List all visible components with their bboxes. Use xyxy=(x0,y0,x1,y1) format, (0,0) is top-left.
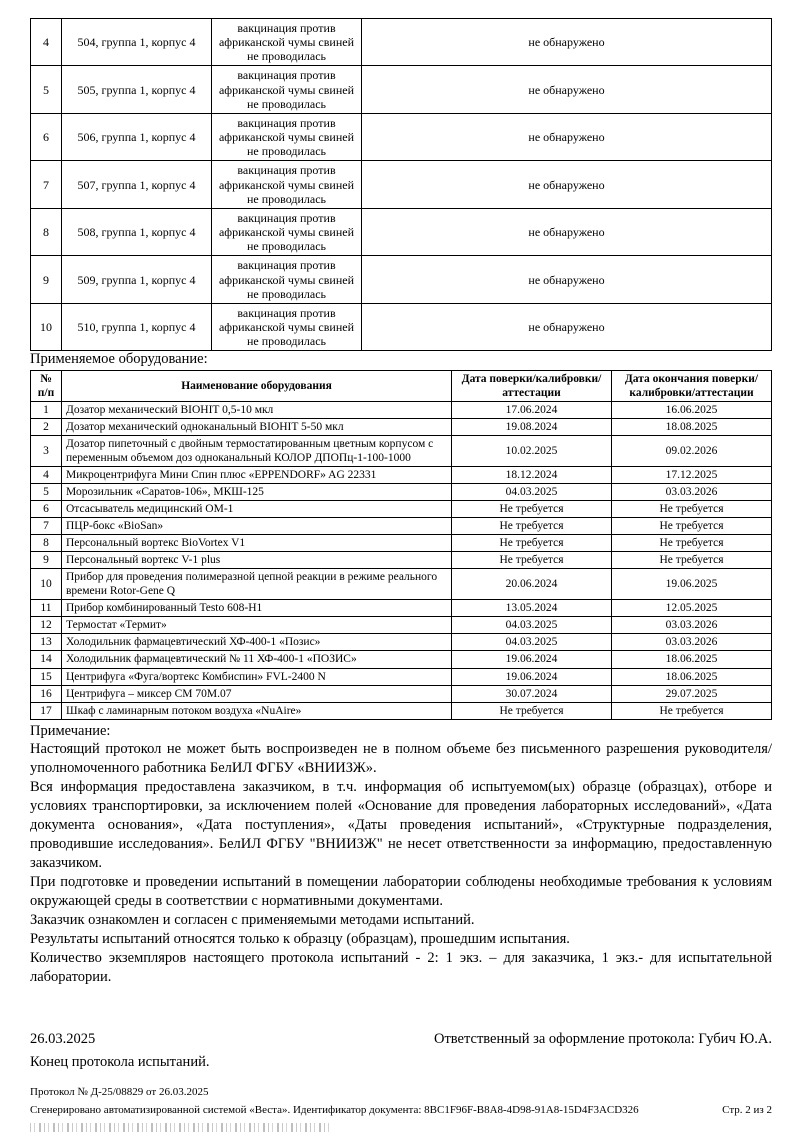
table-row xyxy=(31,668,772,685)
table-row xyxy=(31,19,772,66)
table-row xyxy=(31,617,772,634)
equipment-date-end-cell: 12.05.2025 xyxy=(612,600,772,617)
equipment-name-cell: Дозатор механический BIOHIT 0,5-10 мкл xyxy=(62,402,452,419)
equipment-section-title: Применяемое оборудование: xyxy=(30,351,208,368)
equipment-row-number: 16 xyxy=(31,685,62,702)
sample-row-number: 4 xyxy=(31,19,62,66)
equipment-date-check-cell: 10.02.2025 xyxy=(452,436,612,467)
equipment-date-check-cell: 19.06.2024 xyxy=(452,668,612,685)
equipment-date-end-cell: Не требуется xyxy=(612,535,772,552)
sample-result-cell: не обнаружено xyxy=(362,161,772,208)
equipment-date-check-cell: 13.05.2024 xyxy=(452,600,612,617)
equipment-date-check-cell: 04.03.2025 xyxy=(452,617,612,634)
sample-id-cell: 508, группа 1, корпус 4 xyxy=(62,208,212,255)
equipment-date-end-cell: 29.07.2025 xyxy=(612,685,772,702)
sample-id-cell: 510, группа 1, корпус 4 xyxy=(62,303,212,350)
equipment-name-cell: Центрифуга – миксер СМ 70М.07 xyxy=(62,685,452,702)
equipment-row-number: 12 xyxy=(31,617,62,634)
table-row xyxy=(31,552,772,569)
equipment-date-end-cell: 18.06.2025 xyxy=(612,668,772,685)
equipment-row-number: 10 xyxy=(31,569,62,600)
equipment-date-end-cell: 03.03.2026 xyxy=(612,617,772,634)
equipment-name-cell: Дозатор механический одноканальный BIOHIT 5-50 мкл xyxy=(62,419,452,436)
note-paragraph: Настоящий протокол не может быть воспроизведен не в полном объеме без письменного разрешения руководителя/уполномоченного работника БелИЛ ФГБУ «ВНИИЗЖ». xyxy=(30,741,772,777)
sample-vaccination-cell: вакцинация против африканской чумы свиней не проводилась xyxy=(212,66,362,113)
equipment-row-number: 1 xyxy=(31,402,62,419)
samples-table-body xyxy=(31,19,772,351)
equipment-row-number: 14 xyxy=(31,651,62,668)
footer-page-number: Стр. 2 из 2 xyxy=(722,1104,772,1116)
footer-generated-text: Сгенерировано автоматизированной системой «Веста». Идентификатор документа: 8BC1F96F-B8A8-4D98-91A8-15D4F3ACD326 xyxy=(30,1104,639,1116)
footer-protocol-number: Протокол № Д-25/08829 от 26.03.2025 xyxy=(30,1086,209,1098)
equipment-date-check-cell: 19.08.2024 xyxy=(452,419,612,436)
sample-vaccination-cell: вакцинация против африканской чумы свиней не проводилась xyxy=(212,113,362,160)
equipment-date-end-cell: 03.03.2026 xyxy=(612,484,772,501)
equipment-table-body xyxy=(31,402,772,719)
sample-result-cell: не обнаружено xyxy=(362,303,772,350)
equipment-name-cell: Морозильник «Саратов-106», МКШ-125 xyxy=(62,484,452,501)
equipment-date-end-cell: 18.06.2025 xyxy=(612,651,772,668)
equipment-date-check-cell: 20.06.2024 xyxy=(452,569,612,600)
sample-vaccination-cell: вакцинация против африканской чумы свиней не проводилась xyxy=(212,161,362,208)
equipment-name-cell: Холодильник фармацевтический ХФ-400-1 «Позис» xyxy=(62,634,452,651)
table-row xyxy=(31,436,772,467)
responsible-person: Ответственный за оформление протокола: Губич Ю.А. xyxy=(433,1031,772,1048)
equipment-date-check-cell: 04.03.2025 xyxy=(452,634,612,651)
equipment-col-name-header: Наименование оборудования xyxy=(62,371,452,402)
note-paragraph: Результаты испытаний относятся только к образцу (образцам), прошедшим испытания. xyxy=(30,931,570,948)
equipment-date-end-cell: 09.02.2026 xyxy=(612,436,772,467)
sample-id-cell: 504, группа 1, корпус 4 xyxy=(62,19,212,66)
equipment-row-number: 5 xyxy=(31,484,62,501)
table-row xyxy=(31,256,772,303)
sample-vaccination-cell: вакцинация против африканской чумы свиней не проводилась xyxy=(212,256,362,303)
equipment-date-end-cell: Не требуется xyxy=(612,501,772,518)
sample-row-number: 10 xyxy=(31,303,62,350)
equipment-row-number: 4 xyxy=(31,467,62,484)
equipment-row-number: 13 xyxy=(31,634,62,651)
equipment-table xyxy=(30,370,772,719)
equipment-name-cell: Центрифуга «Фуга/вортекс Комбиспин» FVL-2400 N xyxy=(62,668,452,685)
sample-result-cell: не обнаружено xyxy=(362,113,772,160)
equipment-name-cell: Отсасыватель медицинский ОМ-1 xyxy=(62,501,452,518)
equipment-name-cell: Прибор для проведения полимеразной цепной реакции в режиме реального времени Rotor-Gene Q xyxy=(62,569,452,600)
equipment-row-number: 8 xyxy=(31,535,62,552)
sample-row-number: 9 xyxy=(31,256,62,303)
equipment-table-head xyxy=(31,371,772,402)
end-of-protocol-line: Конец протокола испытаний. xyxy=(30,1054,210,1071)
table-row xyxy=(31,113,772,160)
sample-result-cell: не обнаружено xyxy=(362,208,772,255)
equipment-col-num-header: № п/п xyxy=(31,371,62,402)
equipment-date-end-cell: 16.06.2025 xyxy=(612,402,772,419)
equipment-col-date-check-header: Дата поверки/калибровки/аттестации xyxy=(452,371,612,402)
notes-paragraphs xyxy=(30,740,772,987)
table-row xyxy=(31,467,772,484)
equipment-row-number: 3 xyxy=(31,436,62,467)
sample-id-cell: 507, группа 1, корпус 4 xyxy=(62,161,212,208)
notes-title: Примечание: xyxy=(30,722,111,739)
equipment-name-cell: Персональный вортекс BioVortex V1 xyxy=(62,535,452,552)
equipment-row-number: 7 xyxy=(31,518,62,535)
table-row xyxy=(31,518,772,535)
equipment-date-check-cell: 17.06.2024 xyxy=(452,402,612,419)
equipment-date-end-cell: 17.12.2025 xyxy=(612,467,772,484)
equipment-date-check-cell: 30.07.2024 xyxy=(452,685,612,702)
equipment-date-check-cell: 04.03.2025 xyxy=(452,484,612,501)
sample-vaccination-cell: вакцинация против африканской чумы свиней не проводилась xyxy=(212,208,362,255)
equipment-date-check-cell: Не требуется xyxy=(452,518,612,535)
table-row xyxy=(31,501,772,518)
table-row xyxy=(31,161,772,208)
note-paragraph: При подготовке и проведении испытаний в помещении лаборатории соблюдены необходимые требования к условиям окружающей среды в соответствии с нормативными документами. xyxy=(30,874,772,910)
sample-row-number: 6 xyxy=(31,113,62,160)
sample-vaccination-cell: вакцинация против африканской чумы свиней не проводилась xyxy=(212,303,362,350)
equipment-date-end-cell: Не требуется xyxy=(612,518,772,535)
samples-results-table xyxy=(30,18,772,351)
equipment-date-end-cell: Не требуется xyxy=(612,552,772,569)
sample-id-cell: 509, группа 1, корпус 4 xyxy=(62,256,212,303)
note-paragraph: Заказчик ознакомлен и согласен с применяемыми методами испытаний. xyxy=(30,912,475,929)
equipment-name-cell: Холодильник фармацевтический № 11 ХФ-400-1 «ПОЗИС» xyxy=(62,651,452,668)
sample-id-cell: 505, группа 1, корпус 4 xyxy=(62,66,212,113)
equipment-row-number: 2 xyxy=(31,419,62,436)
equipment-date-end-cell: Не требуется xyxy=(612,702,772,719)
sample-result-cell: не обнаружено xyxy=(362,66,772,113)
table-row xyxy=(31,685,772,702)
equipment-row-number: 11 xyxy=(31,600,62,617)
table-row xyxy=(31,535,772,552)
sample-result-cell: не обнаружено xyxy=(362,256,772,303)
equipment-name-cell: Микроцентрифуга Мини Спин плюс «EPPENDORF» AG 22331 xyxy=(62,467,452,484)
equipment-date-check-cell: Не требуется xyxy=(452,535,612,552)
equipment-date-check-cell: 18.12.2024 xyxy=(452,467,612,484)
protocol-date: 26.03.2025 xyxy=(30,1031,96,1048)
sample-row-number: 7 xyxy=(31,161,62,208)
equipment-row-number: 9 xyxy=(31,552,62,569)
table-row xyxy=(31,419,772,436)
table-row xyxy=(31,208,772,255)
table-row xyxy=(31,702,772,719)
footer-generated-line xyxy=(30,1104,772,1117)
equipment-name-cell: Дозатор пипеточный с двойным термостатированным цветным корпусом с переменным объемом доз одноканальный КОЛОР ДПОПц-1-100-1000 xyxy=(62,436,452,467)
sample-row-number: 5 xyxy=(31,66,62,113)
table-row xyxy=(31,651,772,668)
notes-section xyxy=(30,722,772,988)
equipment-col-date-end-header: Дата окончания поверки/калибровки/аттестации xyxy=(612,371,772,402)
signature-row xyxy=(30,1031,772,1048)
equipment-name-cell: Персональный вортекс V-1 plus xyxy=(62,552,452,569)
equipment-name-cell: Термостат «Термит» xyxy=(62,617,452,634)
note-paragraph: Вся информация предоставлена заказчиком, в т.ч. информация об испытуемом(ых) образце (образцах), отборе и условиях транспортировки, за исключением полей «Основание для проведения лабораторных исследований», «Дата документа основания», «Дата поступления», «Даты проведения испытаний», «Структурные подразделения, проводившие исследования». БелИЛ ФГБУ "ВНИИЗЖ" не несет ответственности за информацию, предоставленную заказчиком. xyxy=(30,779,772,872)
table-row xyxy=(31,402,772,419)
table-row xyxy=(31,600,772,617)
sample-vaccination-cell: вакцинация против африканской чумы свиней не проводилась xyxy=(212,19,362,66)
table-row xyxy=(31,634,772,651)
sample-row-number: 8 xyxy=(31,208,62,255)
sample-result-cell: не обнаружено xyxy=(362,19,772,66)
equipment-date-end-cell: 03.03.2026 xyxy=(612,634,772,651)
equipment-row-number: 17 xyxy=(31,702,62,719)
equipment-name-cell: ПЦР-бокс «BioSan» xyxy=(62,518,452,535)
table-row xyxy=(31,303,772,350)
equipment-date-check-cell: 19.06.2024 xyxy=(452,651,612,668)
sample-id-cell: 506, группа 1, корпус 4 xyxy=(62,113,212,160)
equipment-date-check-cell: Не требуется xyxy=(452,702,612,719)
table-row xyxy=(31,66,772,113)
table-row xyxy=(31,484,772,501)
equipment-date-end-cell: 19.06.2025 xyxy=(612,569,772,600)
equipment-name-cell: Шкаф с ламинарным потоком воздуха «NuAire» xyxy=(62,702,452,719)
note-paragraph: Количество экземпляров настоящего протокола испытаний - 2: 1 экз. – для заказчика, 1 экз.- для испытательной лаборатории. xyxy=(30,950,772,986)
table-row xyxy=(31,569,772,600)
equipment-date-check-cell: Не требуется xyxy=(452,552,612,569)
equipment-date-end-cell: 18.08.2025 xyxy=(612,419,772,436)
barcode xyxy=(30,1123,330,1132)
equipment-header-row xyxy=(31,371,772,402)
equipment-row-number: 6 xyxy=(31,501,62,518)
equipment-date-check-cell: Не требуется xyxy=(452,501,612,518)
equipment-name-cell: Прибор комбинированный Testo 608-H1 xyxy=(62,600,452,617)
equipment-row-number: 15 xyxy=(31,668,62,685)
